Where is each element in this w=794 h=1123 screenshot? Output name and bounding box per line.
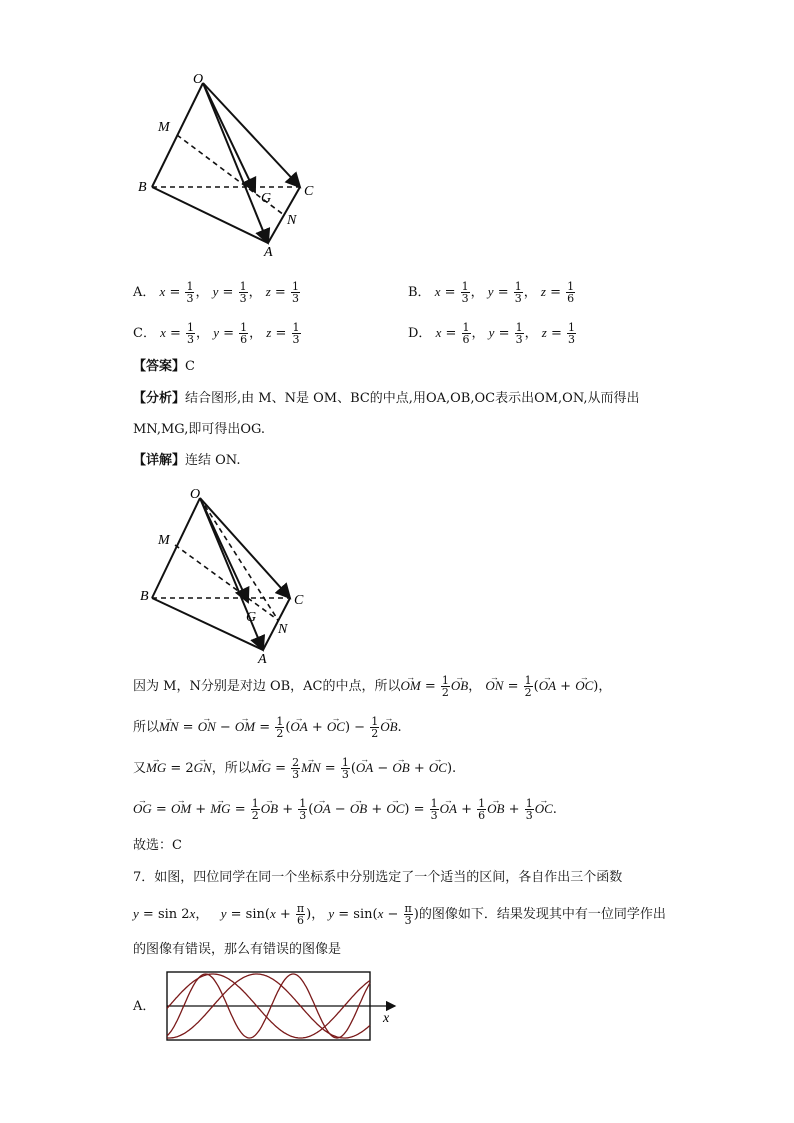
analysis-text-1: 结合图形,由 M、N是 OM、BC的中点,用OA,OB,OC表示出OM,ON,从而得出	[185, 391, 640, 406]
edge-oc	[200, 498, 290, 598]
q7-text-2: 的图像如下．结果发现其中有一位同学作出	[418, 907, 666, 922]
option-d[interactable]: D． x = $\frac{1}{6}$ ， y = $\frac{1}{3}$ ， z = $\frac{1}{3}$	[408, 321, 575, 346]
solution-line-3: 又→ MG = 2→ GN，所以→ MG = $\frac{2}{3}$ → MN = $\frac{1}{3}$ (→ OA − → OB + → OC).	[133, 757, 456, 780]
label-o: O	[190, 487, 201, 502]
q7-text-1: 如图，四位同学在同一个坐标系中分别选定了一个适当的区间，各自作出三个函数	[154, 870, 623, 885]
label-o: O	[193, 72, 204, 87]
segment-on-dashed	[200, 498, 278, 620]
edge-oa	[203, 83, 268, 243]
analysis-text-2: MN,MG,即可得出OG.	[133, 422, 266, 437]
q7-line-1	[133, 869, 622, 887]
label-n: N	[278, 622, 288, 637]
solution-text-1: 因为 M，N分别是对边 OB，AC的中点，所以	[133, 679, 401, 694]
solution-text-2: 所以	[133, 720, 160, 735]
solution-text-3a: 又	[133, 761, 147, 776]
edge-ba	[152, 187, 268, 243]
option-b[interactable]: B． x = $\frac{1}{3}$ ， y = $\frac{1}{3}$ ， z = $\frac{1}{6}$	[408, 280, 575, 305]
detail-text: 连结 ON.	[185, 453, 241, 468]
edge-oc	[203, 83, 300, 187]
label-g: G	[246, 610, 257, 625]
q7-text-3: 的图像有错误，那么有错误的图像是	[133, 942, 342, 957]
figure-1-tetrahedron	[130, 65, 330, 265]
solution-line-2: 所以→ MN = → ON − → OM = $\frac{1}{2}$ (→ OA + → OC) − $\frac{1}{2}$ → OB.	[133, 716, 402, 739]
answer-line	[133, 358, 195, 376]
option-letter: D．	[408, 326, 432, 341]
q7-graph-a	[165, 970, 405, 1045]
label-c: C	[294, 593, 304, 608]
solution-conclusion	[133, 837, 182, 855]
detail-tag: 【详解】	[133, 453, 186, 468]
label-n: N	[287, 213, 297, 228]
solution-conclusion-text: 故选：C	[133, 838, 182, 853]
figure-2-tetrahedron	[130, 480, 330, 670]
label-c: C	[304, 184, 314, 199]
x-axis-label: x	[383, 1011, 390, 1026]
option-c[interactable]: C． x = $\frac{1}{3}$ ， y = $\frac{1}{6}$ ， z = $\frac{1}{3}$	[133, 321, 300, 346]
solution-text-3b: ，所以	[211, 761, 251, 776]
option-letter: A．	[133, 285, 156, 300]
answer-tag: 【答案】	[133, 359, 186, 374]
q7-line-3	[133, 941, 341, 959]
edge-og	[203, 83, 255, 192]
label-b: B	[140, 589, 149, 604]
analysis-line-2	[133, 421, 265, 439]
label-a: A	[264, 245, 273, 260]
label-m: M	[158, 533, 170, 548]
label-g: G	[261, 191, 272, 206]
q7-option-a-letter: A．	[133, 999, 156, 1014]
q7-option-a[interactable]	[133, 998, 155, 1016]
q7-line-2: y = sin 2x， y = sin(x + $\frac{\pi}{6}$ )， y = sin(x − $\frac{\pi}{3}$ )的图像如下．结果发现其中有一位同学作出	[133, 902, 666, 927]
label-a: A	[258, 652, 267, 667]
label-m: M	[158, 120, 170, 135]
edge-ob	[152, 498, 200, 598]
q7-number: 7．	[133, 870, 155, 885]
option-letter: B．	[408, 285, 431, 300]
answer-value: C	[185, 359, 195, 374]
analysis-line-1	[133, 390, 640, 408]
analysis-tag: 【分析】	[133, 391, 186, 406]
option-letter: C．	[133, 326, 156, 341]
solution-line-1: 因为 M，N分别是对边 OB，AC的中点，所以→ OM = $\frac{1}{2}$ → OB， → ON = $\frac{1}{2}$ (→ OA + → OC)，	[133, 675, 611, 698]
edge-og	[200, 498, 248, 602]
solution-line-4: → OG = → OM + → MG = $\frac{1}{2}$ → OB + $\frac{1}{3}$ (→ OA − → OB + → OC) = $\frac{1}{3}$ → OA + $\frac{1}{6}$ → OB + $\frac{1}{3}$ → OC.	[133, 798, 557, 821]
label-b: B	[138, 180, 147, 195]
option-a[interactable]: A． x = $\frac{1}{3}$ ， y = $\frac{1}{3}$ ， z = $\frac{1}{3}$	[133, 280, 299, 305]
detail-line	[133, 452, 240, 470]
